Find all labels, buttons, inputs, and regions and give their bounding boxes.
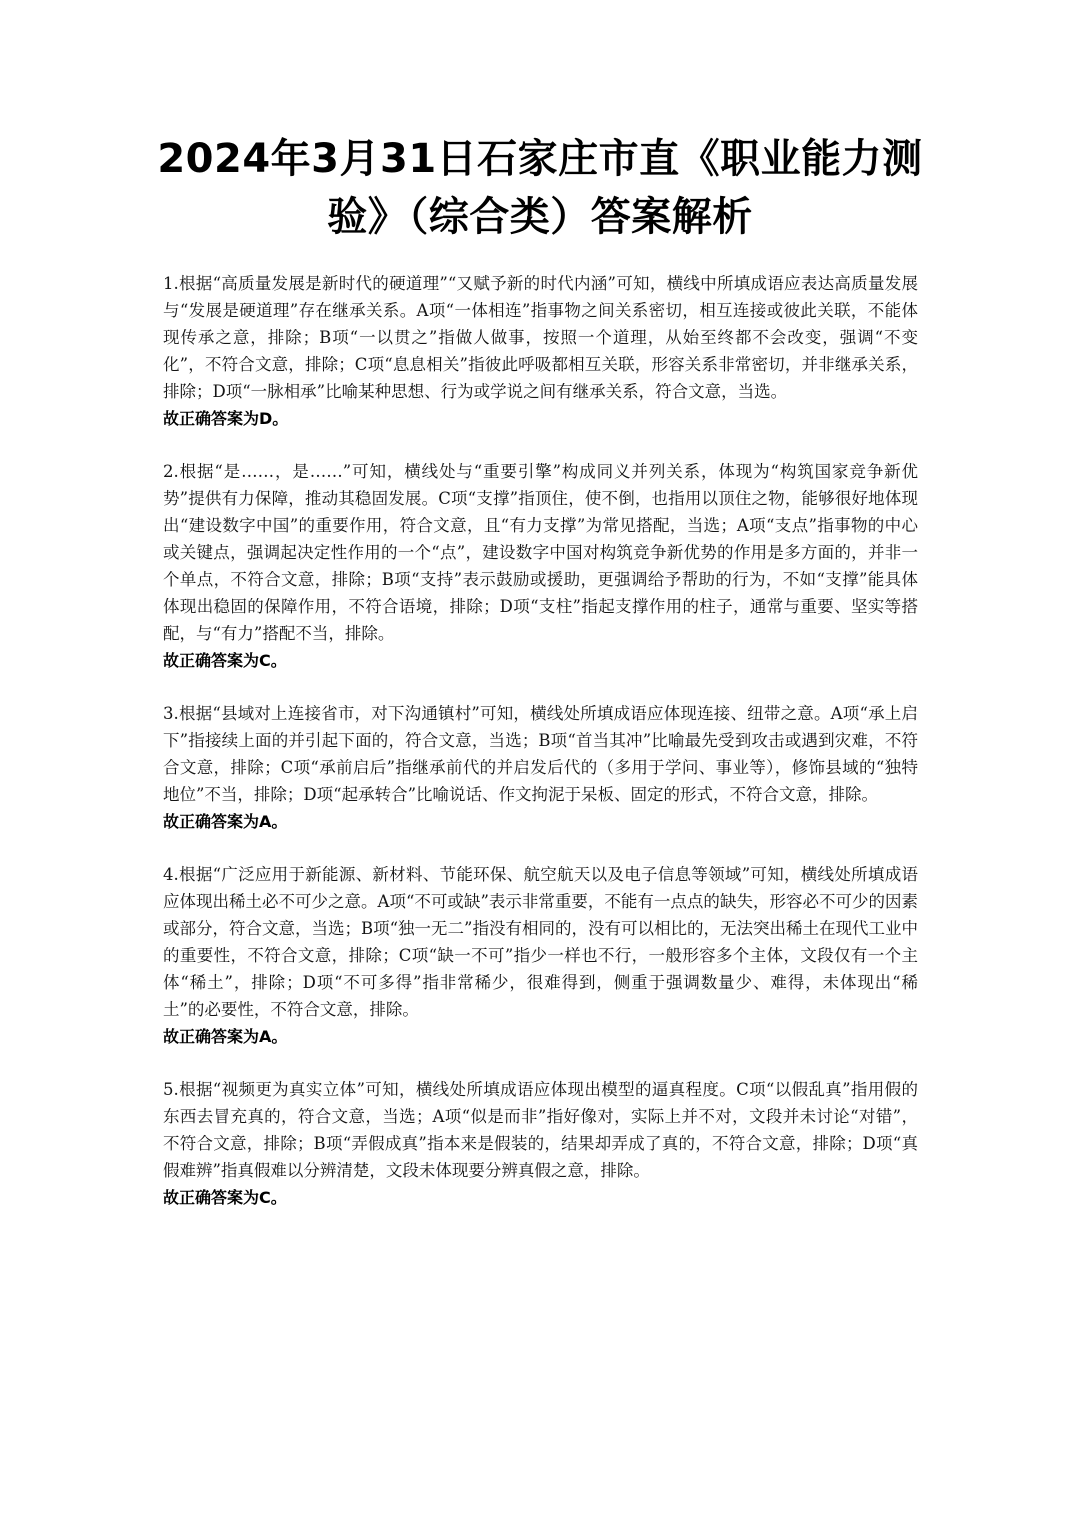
question-5-explanation: [163, 1076, 918, 1211]
explanation-text: 1.根据“高质量发展是新时代的硬道理”“又赋予新的时代内涵”可知，横线中所填成语应表达高质量发展与“发展是硬道理”存在继承关系。A项“一体相连”指事物之间关系密切，相互连接或彼此关联，不能体现传承之意，排除；B项“一以贯之”指做人做事，按照一个道理，从始至终都不会改变，强调“不变化”，不符合文意，排除；C项“息息相关”指彼此呼吸都相互关联，形容关系非常密切，并非继承关系，排除；D项“一脉相承”比喻某种思想、行为或学说之间有继承关系，符合文意，当选。: [163, 274, 918, 401]
explanation-text: 5.根据“视频更为真实立体”可知，横线处所填成语应体现出模型的逼真程度。C项“以假乱真”指用假的东西去冒充真的，符合文意，当选；A项“似是而非”指好像对，实际上并不对，文段并未讨论“对错”，不符合文意，排除；B项“弄假成真”指本来是假装的，结果却弄成了真的，不符合文意，排除；D项“真假难辨”指真假难以分辨清楚，文段未体现要分辨真假之意，排除。: [163, 1080, 918, 1180]
question-4-explanation: [163, 861, 918, 1050]
document-title: 2024年3月31日石家庄市直《职业能力测验》（综合类）答案解析: [157, 136, 923, 240]
explanation-text: 3.根据“县域对上连接省市，对下沟通镇村”可知，横线处所填成语应体现连接、纽带之意。A项“承上启下”指接续上面的并引起下面的，符合文意，当选；B项“首当其冲”比喻最先受到攻击或遇到灾难，不符合文意，排除；C项“承前启后”指继承前代的并启发后代的（多用于学问、事业等），修饰县域的“独特地位”不当，排除；D项“起承转合”比喻说话、作文拘泥于呆板、固定的形式，不符合文意，排除。: [163, 704, 918, 804]
correct-answer: 故正确答案为C。: [163, 1188, 287, 1207]
question-2-explanation: [163, 458, 918, 674]
correct-answer: 故正确答案为D。: [163, 409, 289, 428]
correct-answer: 故正确答案为A。: [163, 1027, 288, 1046]
question-1-explanation: [163, 270, 918, 432]
explanation-text: 4.根据“广泛应用于新能源、新材料、节能环保、航空航天以及电子信息等领域”可知，横线处所填成语应体现出稀土必不可少之意。A项“不可或缺”表示非常重要，不能有一点点的缺失，形容必不可少的因素或部分，符合文意，当选；B项“独一无二”指没有相同的，没有可以相比的，无法突出稀土在现代工业中的重要性，不符合文意，排除；C项“缺一不可”指少一样也不行，一般形容多个主体，文段仅有一个主体“稀土”，排除；D项“不可多得”指非常稀少，很难得到，侧重于强调数量少、难得，未体现出“稀土”的必要性，不符合文意，排除。: [163, 865, 918, 1019]
correct-answer: 故正确答案为C。: [163, 651, 287, 670]
correct-answer: 故正确答案为A。: [163, 812, 288, 831]
explanation-text: 2.根据“是……，是……”可知，横线处与“重要引擎”构成同义并列关系，体现为“构筑国家竞争新优势”提供有力保障，推动其稳固发展。C项“支撑”指顶住，使不倒，也指用以顶住之物，能够很好地体现出“建设数字中国”的重要作用，符合文意，且“有力支撑”为常见搭配，当选；A项“支点”指事物的中心或关键点，强调起决定性作用的一个“点”，建设数字中国对构筑竞争新优势的作用是多方面的，并非一个单点，不符合文意，排除；B项“支持”表示鼓励或援助，更强调给予帮助的行为，不如“支撑”能具体体现出稳固的保障作用，不符合语境，排除；D项“支柱”指起支撑作用的柱子，通常与重要、坚实等搭配，与“有力”搭配不当，排除。: [163, 462, 918, 643]
answer-explanations: [163, 270, 918, 1237]
question-3-explanation: [163, 700, 918, 835]
